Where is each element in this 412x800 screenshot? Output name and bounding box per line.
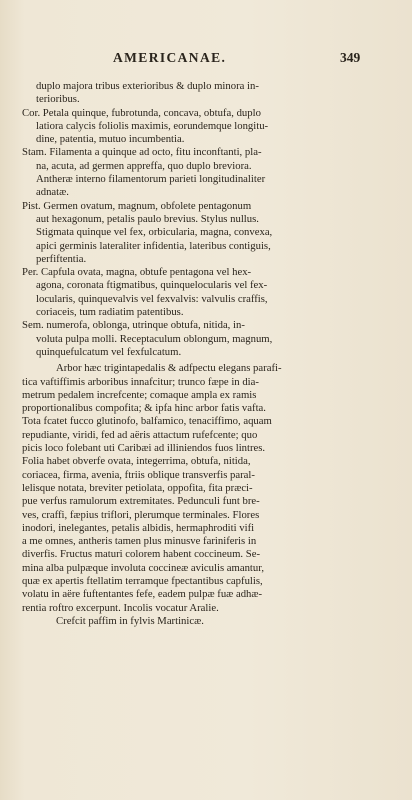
- text-line: apici germinis lateraliter infidentia, lateribus contiguis,: [36, 239, 271, 252]
- body-text: [22, 80, 372, 628]
- text-line: latiora calycis foliolis maximis, eorundemque longitu-: [36, 119, 269, 132]
- text-line: voluta pulpa molli. Receptaculum oblongum, magnum,: [36, 332, 273, 345]
- text-line: ves, craffi, fæpius triflori, plerumque terminales. Flores: [22, 508, 260, 521]
- text-line: adnatæ.: [36, 186, 69, 199]
- text-line: rentia roftro excerpunt. Incolis vocatur Aralie.: [22, 601, 219, 614]
- text-line: coriaceis, tum radiatim patentibus.: [36, 306, 184, 319]
- text-line: Sem. numerofa, oblonga, utrinque obtufa, nitida, in-: [22, 319, 245, 332]
- text-line: lelisque notata, breviter petiolata, oppofita, fita præci-: [22, 481, 253, 494]
- text-line: aut hexagonum, petalis paulo brevius. Stylus nullus.: [36, 212, 259, 225]
- text-line: pue verfus ramulorum extremitates. Pedunculi funt bre-: [22, 495, 260, 508]
- text-line: Pist. Germen ovatum, magnum, obfolete pentagonum: [22, 199, 252, 212]
- text-line: duplo majora tribus exterioribus & duplo minora in-: [36, 80, 259, 92]
- text-line: dine, patentia, mutuo incumbentia.: [36, 133, 185, 146]
- text-line: Stam. Filamenta a quinque ad octo, fitu inconftanti, pla-: [22, 146, 262, 159]
- text-line: terioribus.: [36, 93, 80, 106]
- text-line: repudiante, viridi, fed ad aëris attactum rufefcente; quo: [22, 428, 258, 441]
- text-line: metrum pedalem increfcente; comaque ampla ex ramis: [22, 388, 257, 401]
- text-line: diverfis. Fructus maturi colorem habent coccineum. Se-: [22, 548, 261, 561]
- text-line: Crefcit paffim in fylvis Martinicæ.: [56, 614, 204, 627]
- text-line: perfiftentia.: [36, 252, 87, 265]
- text-line: Stigmata quinque vel fex, orbicularia, magna, convexa,: [36, 226, 273, 239]
- text-line: picis loco folebant uti Caribæi ad illiniendos fuos lintres.: [22, 442, 266, 455]
- text-line: Per. Capfula ovata, magna, obtufe pentagona vel hex-: [22, 266, 252, 279]
- text-line: coriacea, firma, avenia, ftriis oblique transverfis paral-: [22, 468, 255, 481]
- text-line: quinquefulcatum vel fexfulcatum.: [36, 345, 182, 358]
- text-line: proportionalibus compofita; & ipfa hinc arbor fatis vafta.: [22, 402, 266, 415]
- running-title: AMERICANAE.: [113, 50, 227, 65]
- text-line: inodori, inelegantes, petalis albidis, hermaphroditi vifi: [22, 521, 255, 534]
- text-line: na, acuta, ad germen appreffa, quo duplo breviora.: [36, 159, 252, 172]
- text-line: mina alba pulpæque involuta coccineæ aviculis amantur,: [22, 561, 265, 574]
- text-line: a me omnes, antheris tamen plus minusve fariniferis in: [22, 535, 257, 548]
- text-line: quæ ex apertis ftellatim terramque fpectantibus capfulis,: [22, 574, 263, 587]
- text-line: Folia habet obverfe ovata, integerrima, obtufa, nitida,: [22, 455, 251, 468]
- text-line: Arbor hæc trigintapedalis & adfpectu elegans parafi-: [56, 362, 282, 375]
- text-line: Antheræ interno filamentorum parieti longitudinaliter: [36, 173, 266, 186]
- page-number: 349: [340, 50, 361, 65]
- text-line: Tota fcatet fucco glutinofo, balfamico, tenaciffimo, aquam: [22, 415, 272, 428]
- text-line: tica vaftiffimis arboribus innafcitur; trunco fæpe in dia-: [22, 375, 259, 388]
- text-line: locularis, quinquevalvis vel fexvalvis: valvulis craffis,: [36, 292, 268, 305]
- page-header: [0, 50, 412, 72]
- text-line: agona, coronata ftigmatibus, quinquelocularis vel fex-: [36, 279, 268, 292]
- text-line: Cor. Petala quinque, fubrotunda, concava, obtufa, duplo: [22, 106, 261, 119]
- text-line: volatu in aëre fuftentantes fefe, eadem pulpæ fuæ adhæ-: [22, 588, 263, 601]
